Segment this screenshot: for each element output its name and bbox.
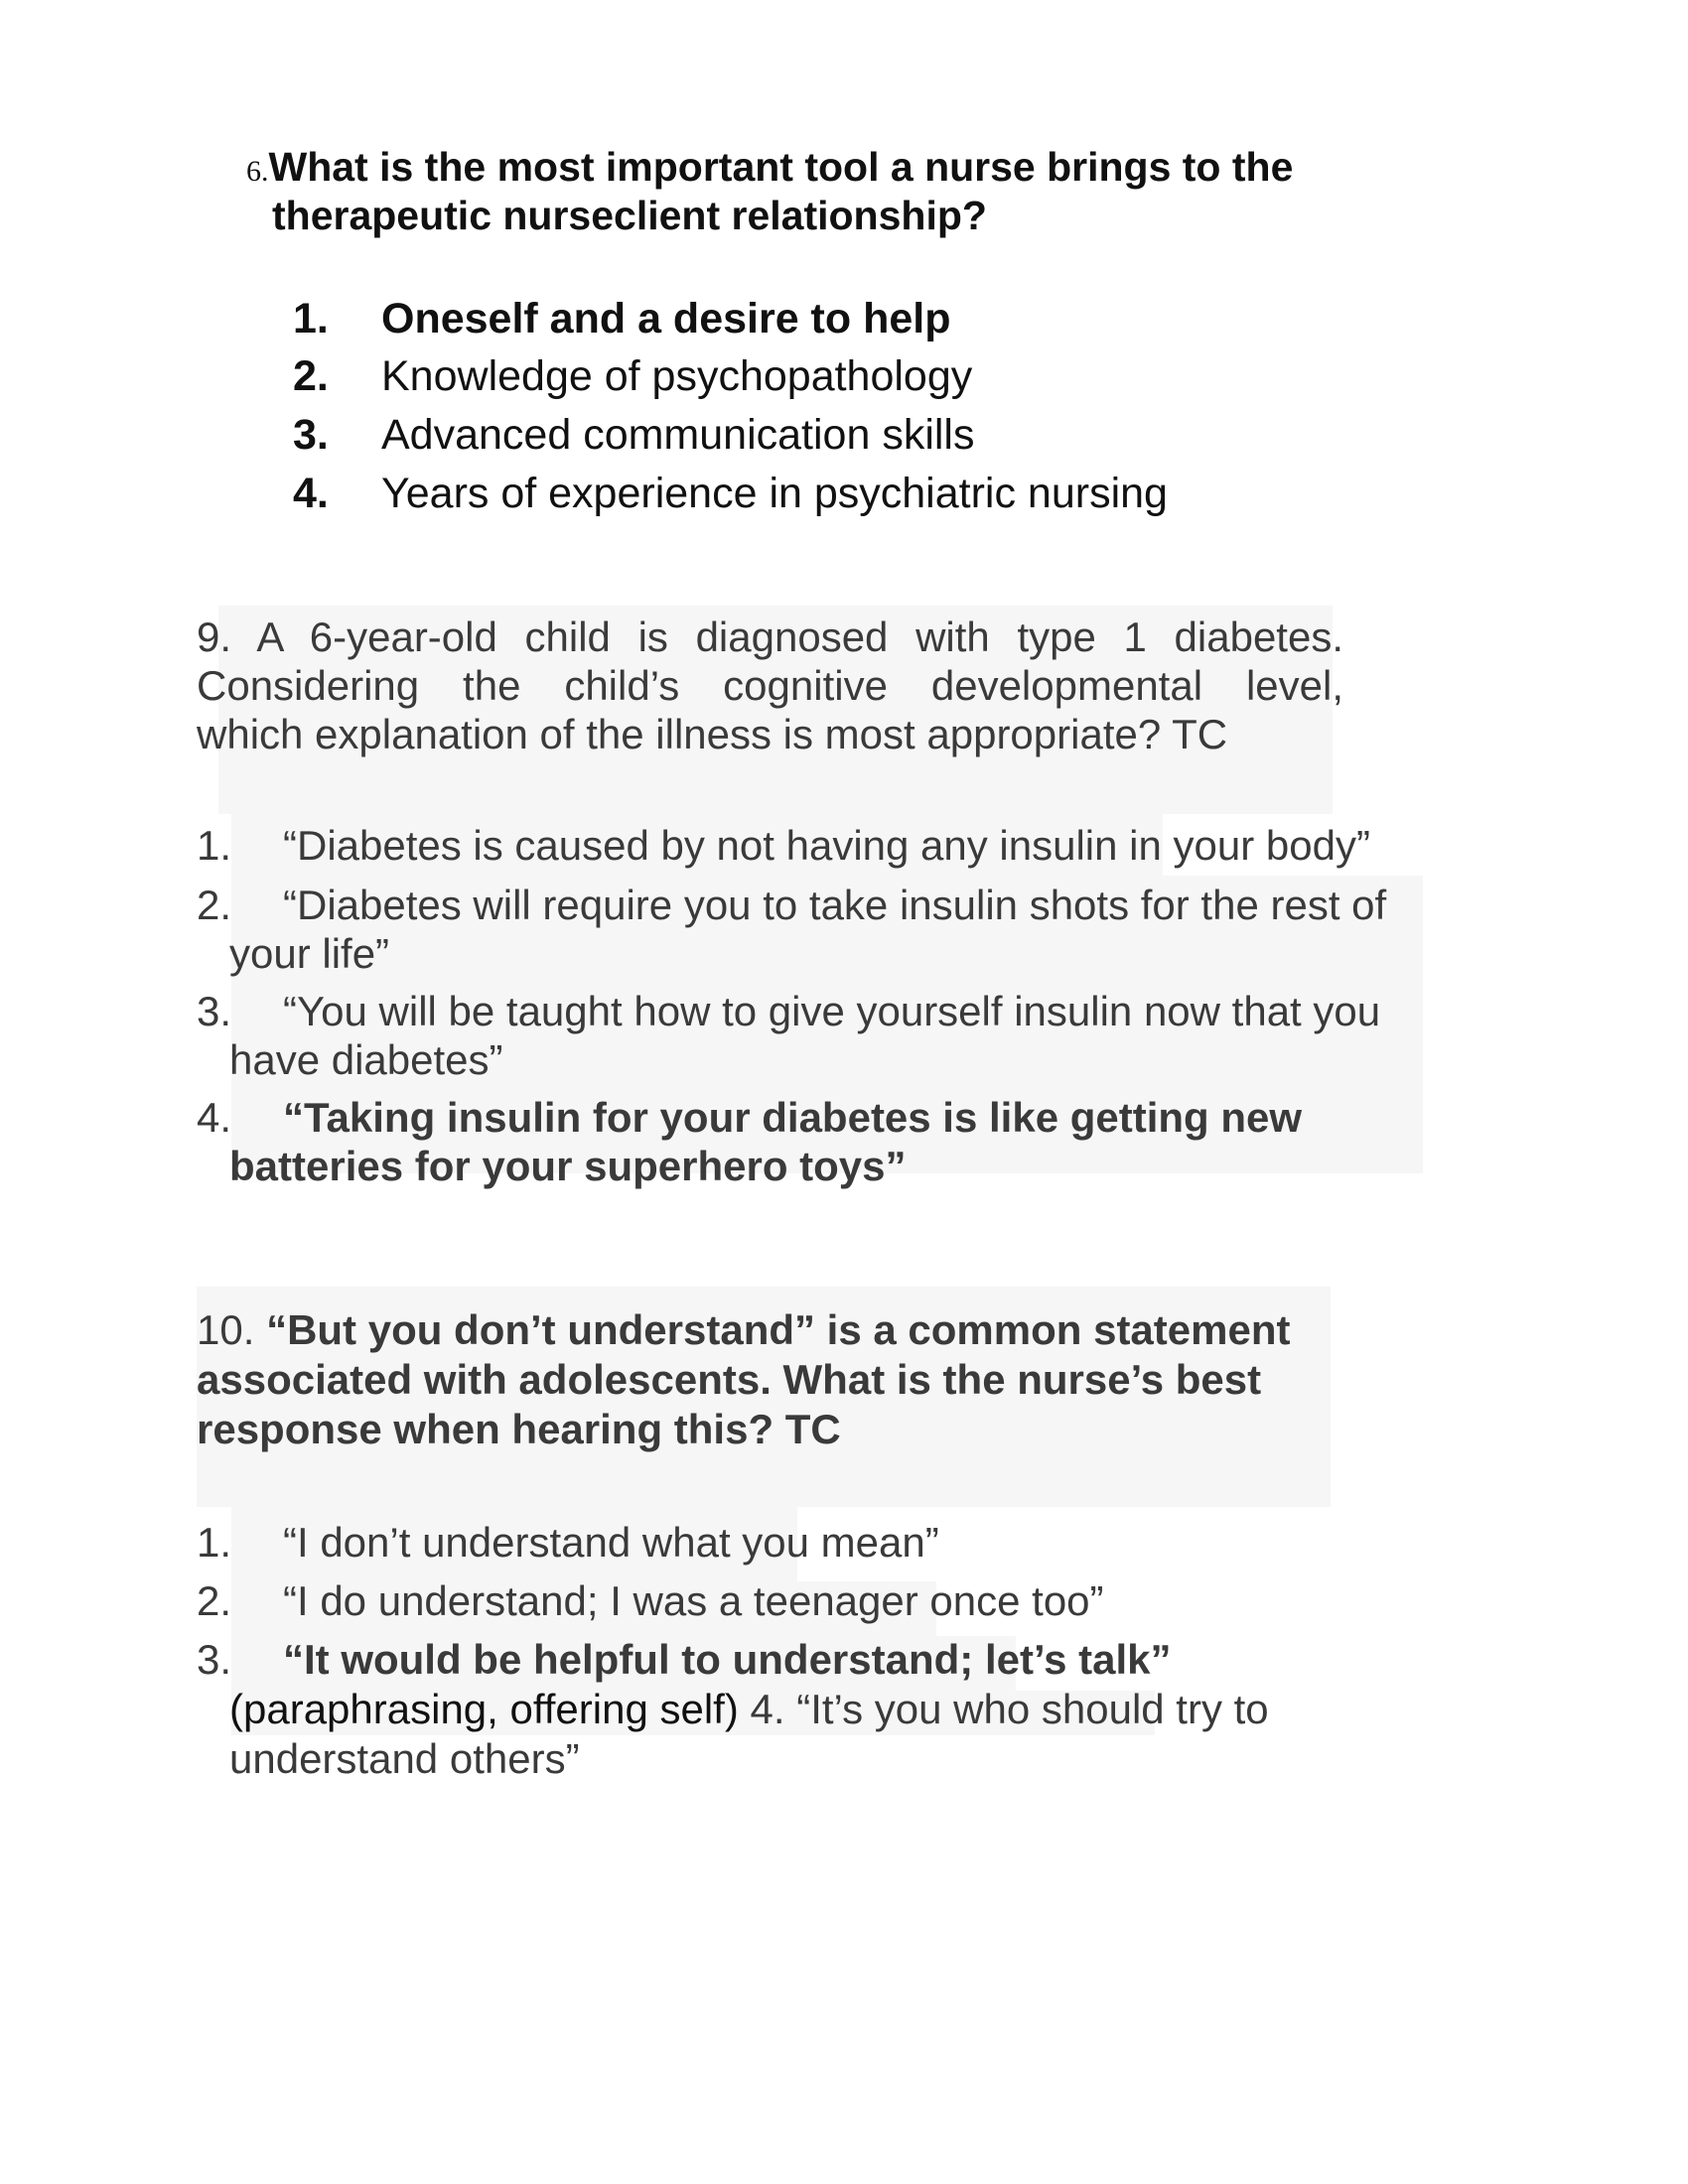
- option-text-continued: understand others”: [229, 1735, 580, 1782]
- option-text-continued: batteries for your superhero toys”: [229, 1143, 907, 1189]
- question-10-number: 10.: [197, 1306, 255, 1353]
- option-text: “I don’t understand what you mean”: [283, 1519, 939, 1566]
- option-text: Oneself and a desire to help: [381, 295, 951, 342]
- question-6-text: [246, 144, 1293, 191]
- option-number: 2.: [293, 352, 329, 400]
- question-6-line1: What is the most important tool a nurse brings to the: [268, 144, 1294, 190]
- option-number: 4.: [197, 1094, 232, 1141]
- question-10-line3: response when hearing this? TC: [197, 1406, 841, 1452]
- option-number: 1.: [197, 1519, 232, 1566]
- option-text: Years of experience in psychiatric nursing: [381, 470, 1168, 517]
- option-text: “Taking insulin for your diabetes is like getting new: [283, 1094, 1303, 1141]
- option-text: Knowledge of psychopathology: [381, 352, 973, 400]
- question-9-line2: Considering the child’s cognitive developmental level,: [197, 662, 1343, 709]
- question-6-number: 6.: [246, 155, 269, 188]
- option-text: “You will be taught how to give yourself insulin now that you: [283, 988, 1381, 1034]
- question-10-text: “But you don’t understand” is a common statement: [266, 1306, 1291, 1353]
- option-text: “Diabetes is caused by not having any insulin in your body”: [283, 822, 1370, 869]
- option-text: “I do understand; I was a teenager once too”: [283, 1577, 1104, 1624]
- option-4-text: 4. “It’s you who should try to: [738, 1686, 1269, 1732]
- option-text: “Diabetes will require you to take insulin shots for the rest of: [283, 882, 1387, 928]
- question-10-line2: associated with adolescents. What is the nurse’s best: [197, 1356, 1262, 1403]
- option-number: 1.: [197, 822, 232, 869]
- option-text-continued: have diabetes”: [229, 1036, 503, 1083]
- option-number: 3.: [197, 988, 232, 1034]
- option-number: 2.: [197, 882, 232, 928]
- option-number: 3.: [197, 1636, 232, 1683]
- option-text-continued: [229, 1686, 1269, 1733]
- option-text-continued: your life”: [229, 930, 390, 977]
- option-text: Advanced communication skills: [381, 411, 975, 459]
- rationale-text: (paraphrasing, offering self): [229, 1686, 739, 1732]
- question-9-line1: 9. A 6-year-old child is diagnosed with type 1 diabetes.: [197, 614, 1343, 660]
- option-number: 1.: [293, 295, 329, 342]
- question-9-line3: which explanation of the illness is most appropriate? TC: [197, 711, 1228, 757]
- option-text: “It would be helpful to understand; let’s talk”: [283, 1636, 1172, 1683]
- option-number: 2.: [197, 1577, 232, 1624]
- option-number: 3.: [293, 411, 329, 459]
- option-number: 4.: [293, 470, 329, 517]
- question-10-line1: [197, 1306, 1290, 1354]
- question-6-line2: therapeutic nurseclient relationship?: [272, 193, 987, 238]
